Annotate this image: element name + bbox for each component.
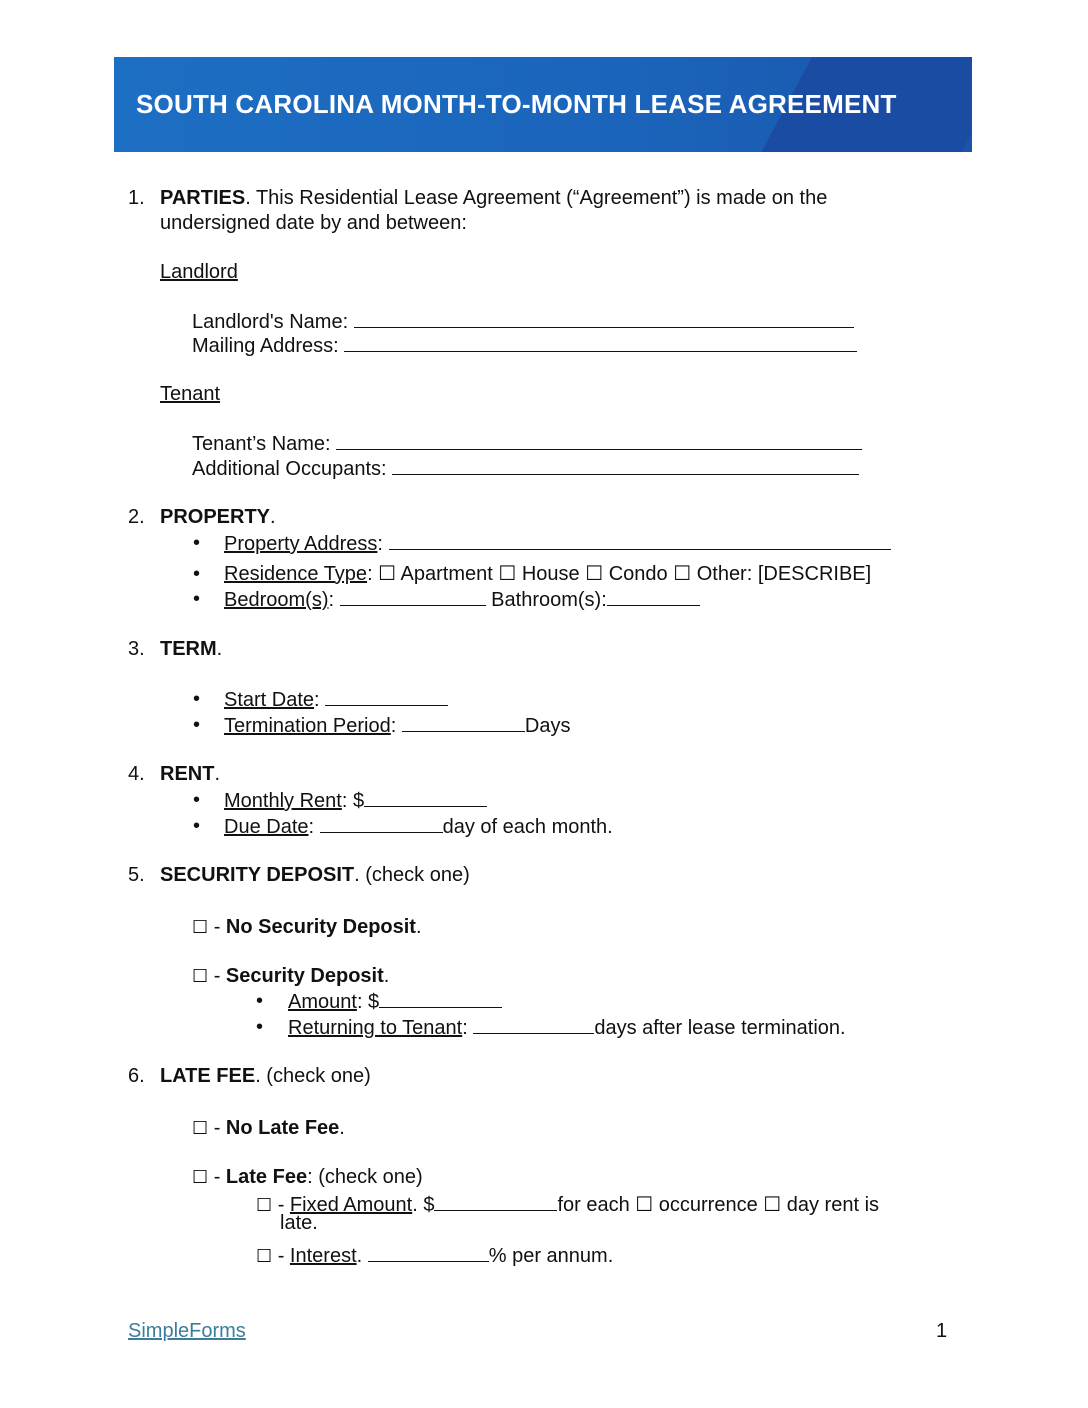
residence-type-options[interactable]: : ☐ Apartment ☐ House ☐ Condo ☐ Other: [DESCRIBE] <box>367 563 872 585</box>
mailing-address-field[interactable] <box>344 333 857 352</box>
due-date-field[interactable] <box>320 814 443 833</box>
occupants-label: Additional Occupants: <box>192 458 387 480</box>
fixed-amount-field[interactable] <box>434 1192 557 1211</box>
section-5-title: SECURITY DEPOSIT <box>160 864 355 886</box>
bullet: • <box>193 688 201 710</box>
section-3-title: TERM <box>160 638 217 660</box>
tenant-name-label: Tenant’s Name: <box>192 433 331 455</box>
section-5-check-one: . (check one) <box>354 864 470 886</box>
property-address-field[interactable] <box>389 531 891 550</box>
document-title: SOUTH CAROLINA MONTH-TO-MONTH LEASE AGREEMENT <box>136 89 897 119</box>
section-6-check-one: . (check one) <box>255 1065 371 1087</box>
start-date-row: Start Date: <box>224 687 448 712</box>
termination-row: Termination Period: Days <box>224 715 571 737</box>
rooms-row: Bedroom(s): Bathroom(s): <box>224 587 700 612</box>
section-3-heading: TERM. <box>160 638 223 660</box>
landlord-name-label: Landlord's Name: <box>192 311 349 333</box>
no-deposit-row: ☐ - No Security Deposit. <box>192 916 422 938</box>
termination-field[interactable] <box>402 713 525 732</box>
bedrooms-label: Bedroom(s) <box>224 589 329 611</box>
section-6-number: 6. <box>128 1065 145 1087</box>
deposit-label: Security Deposit <box>225 965 384 987</box>
deposit-return-label: Returning to Tenant <box>288 1017 463 1039</box>
no-late-fee-row: ☐ - No Late Fee. <box>192 1117 345 1139</box>
interest-label: Interest <box>289 1245 357 1267</box>
mailing-address-label: Mailing Address: <box>192 335 339 357</box>
no-late-fee-checkbox[interactable]: ☐ <box>192 1118 209 1139</box>
section-6-title: LATE FEE <box>160 1065 256 1087</box>
late-fee-row: ☐ - Late Fee: (check one) <box>192 1166 423 1188</box>
interest-checkbox[interactable]: ☐ <box>256 1246 273 1267</box>
landlord-name-field[interactable] <box>354 309 854 328</box>
tenant-name-field[interactable] <box>336 431 862 450</box>
bullet: • <box>193 563 201 585</box>
section-4-number: 4. <box>128 763 145 785</box>
tenant-name-row <box>192 431 862 456</box>
termination-label: Termination Period <box>224 715 391 737</box>
section-1-text-cont: undersigned date by and between: <box>160 212 467 234</box>
section-5-number: 5. <box>128 864 145 886</box>
section-5-heading <box>160 863 470 887</box>
mailing-address-row <box>192 333 857 358</box>
bullet: • <box>256 990 264 1012</box>
late-fee-check-one: : (check one) <box>307 1166 423 1188</box>
bullet: • <box>256 1016 264 1038</box>
interest-suffix: % per annum. <box>488 1245 614 1267</box>
occupants-row <box>192 456 859 481</box>
section-1-title: PARTIES <box>160 187 246 209</box>
bullet: • <box>193 789 201 811</box>
fixed-amount-cont: late. <box>280 1212 318 1234</box>
tenant-heading: Tenant <box>160 383 221 405</box>
deposit-amount-field[interactable] <box>379 989 502 1008</box>
fixed-amount-label: Fixed Amount <box>289 1194 413 1216</box>
late-fee-label: Late Fee <box>225 1166 308 1188</box>
deposit-checkbox[interactable]: ☐ <box>192 966 209 987</box>
landlord-name-row <box>192 309 854 334</box>
occupants-field[interactable] <box>392 456 859 475</box>
property-address-row: Property Address: <box>224 531 891 556</box>
section-3-number: 3. <box>128 638 145 660</box>
bullet: • <box>193 815 201 837</box>
termination-days: Days <box>524 715 571 737</box>
bathrooms-label: Bathroom(s): <box>491 589 607 611</box>
residence-type-row <box>224 562 871 586</box>
section-1-text: . This Residential Lease Agreement (“Agreement”) is made on the <box>245 187 828 209</box>
bullet: • <box>193 532 201 554</box>
fixed-amount-row: ☐ - Fixed Amount. $ for each ☐ occurrence ☐ day rent is <box>256 1194 880 1216</box>
interest-row: ☐ - Interest. % per annum. <box>256 1245 614 1267</box>
section-1-number: 1. <box>128 187 145 209</box>
deposit-return-row: Returning to Tenant: days after lease termination. <box>288 1017 846 1039</box>
title-banner <box>114 57 972 152</box>
residence-type-label: Residence Type <box>224 563 368 585</box>
section-1-intro <box>160 186 827 210</box>
monthly-rent-row: Monthly Rent: $ <box>224 788 487 813</box>
section-2-heading: PROPERTY. <box>160 506 276 528</box>
deposit-row: ☐ - Security Deposit. <box>192 965 390 987</box>
section-2-title: PROPERTY <box>160 506 271 528</box>
deposit-amount-label: Amount <box>288 991 357 1013</box>
section-6-heading <box>160 1064 371 1088</box>
bathrooms-field[interactable] <box>607 587 700 606</box>
late-fee-checkbox[interactable]: ☐ <box>192 1167 209 1188</box>
fixed-amount-suffix[interactable]: for each ☐ occurrence ☐ day rent is <box>557 1194 880 1216</box>
property-address-label: Property Address <box>224 533 378 555</box>
bedrooms-field[interactable] <box>340 587 486 606</box>
landlord-heading: Landlord <box>160 261 238 283</box>
interest-field[interactable] <box>368 1243 489 1262</box>
deposit-amount-row: Amount: $ <box>288 989 502 1014</box>
start-date-field[interactable] <box>325 687 448 706</box>
section-4-title: RENT <box>160 763 215 785</box>
no-deposit-label: No Security Deposit <box>225 916 416 938</box>
due-date-row: Due Date: day of each month. <box>224 816 613 838</box>
fixed-amount-checkbox[interactable]: ☐ <box>256 1195 273 1216</box>
bullet: • <box>193 588 201 610</box>
no-late-fee-label: No Late Fee <box>225 1117 340 1139</box>
due-date-label: Due Date <box>224 816 309 838</box>
simpleforms-link[interactable]: SimpleForms <box>128 1320 246 1342</box>
no-deposit-checkbox[interactable]: ☐ <box>192 917 209 938</box>
due-date-suffix: day of each month. <box>442 816 613 838</box>
section-4-heading: RENT. <box>160 763 221 785</box>
deposit-return-suffix: days after lease termination. <box>594 1017 846 1039</box>
deposit-return-field[interactable] <box>473 1015 594 1034</box>
page-number: 1 <box>936 1320 948 1342</box>
start-date-label: Start Date <box>224 689 315 711</box>
section-2-number: 2. <box>128 506 145 528</box>
monthly-rent-label: Monthly Rent <box>224 790 342 812</box>
bullet: • <box>193 714 201 736</box>
monthly-rent-field[interactable] <box>364 788 487 807</box>
